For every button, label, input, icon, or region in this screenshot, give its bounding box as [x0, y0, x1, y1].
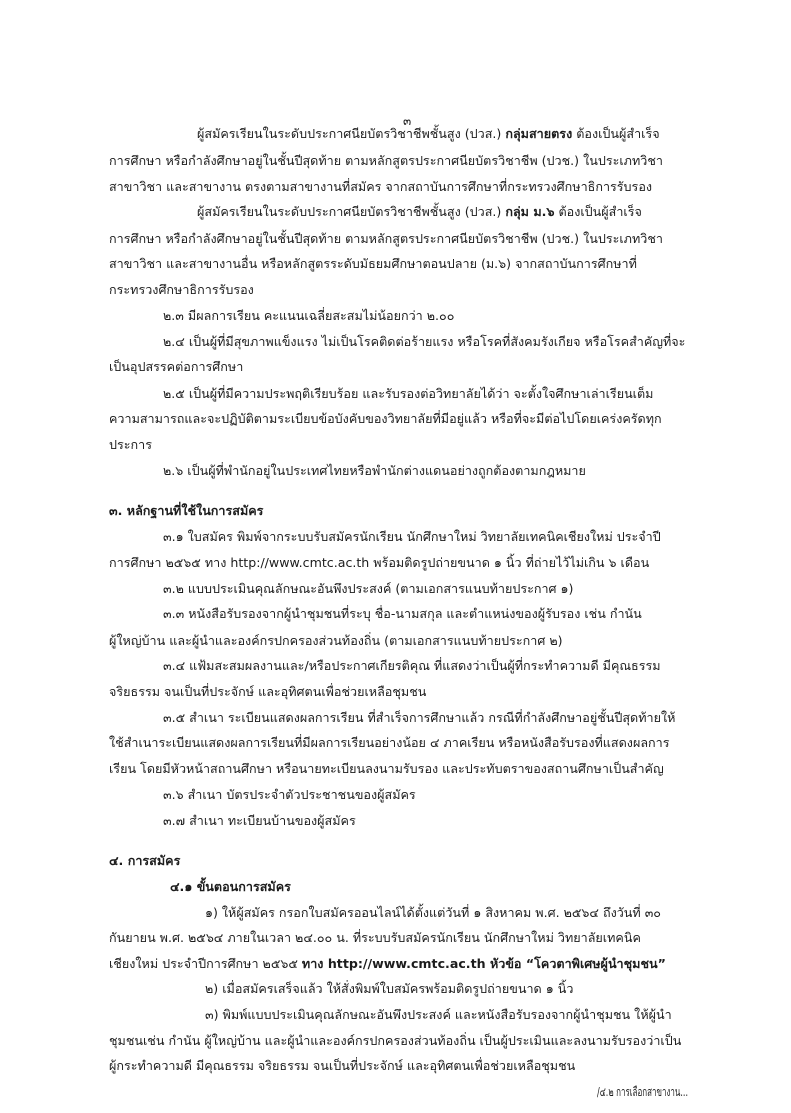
text: เชียงใหม่ ประจำปีการศึกษา ๒๕๖๕: [109, 956, 302, 971]
step-1-line-3: [109, 956, 666, 972]
paragraph-m6-line-1: [197, 204, 642, 220]
item-3-5-line-3: เรียน โดยมีหัวหน้าสถานศึกษา หรือนายทะเบียนลงนามรับรอง และประทับตราของสถานศึกษาเป็นสำคัญ: [109, 761, 664, 777]
paragraph-m6-line-3: สาขาวิชา และสาขางานอื่น หรือหลักสูตรระดับมัธยมศึกษาตอนปลาย (ม.๖) จากสถาบันการศึกษาที่: [109, 255, 637, 271]
item-3-5-line-1: ๓.๕ สำเนา ระเบียนแสดงผลการเรียน ที่สำเร็จการศึกษาแล้ว กรณีที่กำลังศึกษาอยู่ชั้นปีสุดท้ายให้: [163, 710, 676, 725]
item-3-1-line-2: การศึกษา ๒๕๖๕ ทาง http://www.cmtc.ac.th พร้อมติดรูปถ่ายขนาด ๑ นิ้ว ที่ถ่ายไว้ไม่เกิน ๖ เดือน: [109, 555, 650, 570]
item-3-6: ๓.๖ สำเนา บัตรประจำตัวประชาชนของผู้สมัคร: [163, 786, 416, 802]
item-2-4-line-1: ๒.๔ เป็นผู้ที่มีสุขภาพแข็งแรง ไม่เป็นโรคติดต่อร้ายแรง หรือโรคที่สังคมรังเกียจ หรือโรคสำคัญที่จะ: [163, 334, 686, 350]
page-number: ๓: [403, 114, 412, 128]
bold-website-topic: ทาง http://www.cmtc.ac.th หัวข้อ “โควตาพิเศษผู้นำชุมชน”: [301, 956, 666, 971]
step-3-line-3: ผู้กระทำความดี มีคุณธรรม จริยธรรม จนเป็นที่ประจักษ์ และอุทิศตนเพื่อช่วยเหลือชุมชน: [109, 1057, 576, 1073]
paragraph-m6-line-2: การศึกษา หรือกำลังศึกษาอยู่ในชั้นปีสุดท้าย ตามหลักสูตรประกาศนียบัตรวิชาชีพ (ปวช.) ในประเภทวิชา: [109, 230, 663, 246]
section-4-heading: ๔. การสมัคร: [109, 853, 181, 869]
step-1-line-2: กันยายน พ.ศ. ๒๕๖๔ ภายในเวลา ๒๔.๐๐ น. ที่ระบบรับสมัครนักเรียน นักศึกษาใหม่ วิทยาลัยเทคนิค: [109, 929, 641, 945]
item-3-3-line-2: ผู้ใหญ่บ้าน และผู้นำและองค์กรปกครองส่วนท้องถิ่น (ตามเอกสารแนบท้ายประกาศ ๒): [109, 632, 563, 648]
bold-term-direct-group: กลุ่มสายตรง: [505, 126, 573, 141]
paragraph-direct-line-1: [197, 126, 660, 142]
bold-term-m6-group: กลุ่ม ม.๖: [505, 204, 555, 220]
item-3-7: ๓.๗ สำเนา ทะเบียนบ้านของผู้สมัคร: [163, 812, 356, 828]
item-3-3-line-1: ๓.๓ หนังสือรับรองจากผู้นำชุมชนที่ระบุ ชื่อ-นามสกุล และตำแหน่งของผู้รับรอง เช่น กำนัน: [163, 606, 642, 622]
item-2-5-line-1: ๒.๕ เป็นผู้ที่มีความประพฤติเรียบร้อย และรับรองต่อวิทยาลัยได้ว่า จะตั้งใจศึกษาเล่าเรียนเต็ม: [163, 385, 654, 401]
step-3-line-2: ชุมชนเช่น กำนัน ผู้ใหญ่บ้าน และผู้นำและองค์กรปกครองส่วนท้องถิ่น เป็นผู้ประเมินและลงนามรับรองว่าเป็น: [109, 1032, 682, 1048]
continuation-note: /๔.๒ การเลือกสาขางาน...: [597, 1084, 689, 1099]
item-3-4-line-2: จริยธรรม จนเป็นที่ประจักษ์ และอุทิศตนเพื่อช่วยเหลือชุมชน: [109, 683, 427, 699]
paragraph-direct-line-2: การศึกษา หรือกำลังศึกษาอยู่ในชั้นปีสุดท้าย ตามหลักสูตรประกาศนียบัตรวิชาชีพ (ปวช.) ในประเภทวิชา: [109, 153, 663, 168]
text: ผู้สมัครเรียนในระดับประกาศนียบัตรวิชาชีพชั้นสูง (ปวส.): [197, 126, 506, 141]
text: ผู้สมัครเรียนในระดับประกาศนียบัตรวิชาชีพชั้นสูง (ปวส.): [197, 204, 506, 220]
step-2: ๒) เมื่อสมัครเสร็จแล้ว ให้สั่งพิมพ์ใบสมัครพร้อมติดรูปถ่ายขนาด ๑ นิ้ว: [205, 981, 574, 997]
text: ต้องเป็นผู้สำเร็จ: [554, 204, 642, 220]
item-3-4-line-1: ๓.๔ แฟ้มสะสมผลงานและ/หรือประกาศเกียรติคุณ ที่แสดงว่าเป็นผู้ที่กระทำความดี มีคุณธรรม: [163, 657, 661, 673]
paragraph-direct-line-3: สาขาวิชา และสาขางาน ตรงตามสาขางานที่สมัคร จากสถาบันการศึกษาที่กระทรวงศึกษาธิการรับรอง: [109, 179, 653, 195]
item-2-3: ๒.๓ มีผลการเรียน คะแนนเฉลี่ยสะสมไม่น้อยกว่า ๒.๐๐: [163, 308, 455, 323]
item-2-4-line-2: เป็นอุปสรรคต่อการศึกษา: [109, 359, 244, 375]
step-3-line-1: ๓) พิมพ์แบบประเมินคุณลักษณะอันพึงประสงค์ และหนังสือรับรองจากผู้นำชุมชน ให้ผู้นำ: [205, 1006, 672, 1022]
item-3-2: ๓.๒ แบบประเมินคุณลักษณะอันพึงประสงค์ (ตามเอกสารแนบท้ายประกาศ ๑): [163, 581, 574, 597]
step-1-line-1: ๑) ให้ผู้สมัคร กรอกใบสมัครออนไลน์ได้ตั้งแต่วันที่ ๑ สิงหาคม พ.ศ. ๒๕๖๔ ถึงวันที่ ๓๐: [205, 904, 661, 920]
item-2-5-line-2: ความสามารถและจะปฏิบัติตามระเบียบข้อบังคับของวิทยาลัยที่มีอยู่แล้ว หรือที่จะมีต่อไปโดยเคร่งครัดทุก: [109, 410, 662, 426]
item-3-5-line-2: ใช้สำเนาระเบียนแสดงผลการเรียนที่มีผลการเรียนอย่างน้อย ๔ ภาคเรียน หรือหนังสือรับรองที่แสดงผลการ: [109, 735, 670, 751]
item-3-1-line-1: ๓.๑ ใบสมัคร พิมพ์จากระบบรับสมัครนักเรียน นักศึกษาใหม่ วิทยาลัยเทคนิคเชียงใหม่ ประจำปี: [163, 528, 661, 544]
paragraph-m6-line-4: กระทรวงศึกษาธิการรับรอง: [109, 281, 254, 297]
item-2-5-line-3: ประการ: [109, 436, 152, 452]
section-4-1-heading: ๔.๑ ขั้นตอนการสมัคร: [170, 878, 291, 894]
text: ต้องเป็นผู้สำเร็จ: [572, 126, 660, 141]
section-3-heading: ๓. หลักฐานที่ใช้ในการสมัคร: [109, 502, 264, 518]
item-2-6: ๒.๖ เป็นผู้ที่พำนักอยู่ในประเทศไทยหรือพำนักต่างแดนอย่างถูกต้องตามกฎหมาย: [163, 463, 586, 479]
